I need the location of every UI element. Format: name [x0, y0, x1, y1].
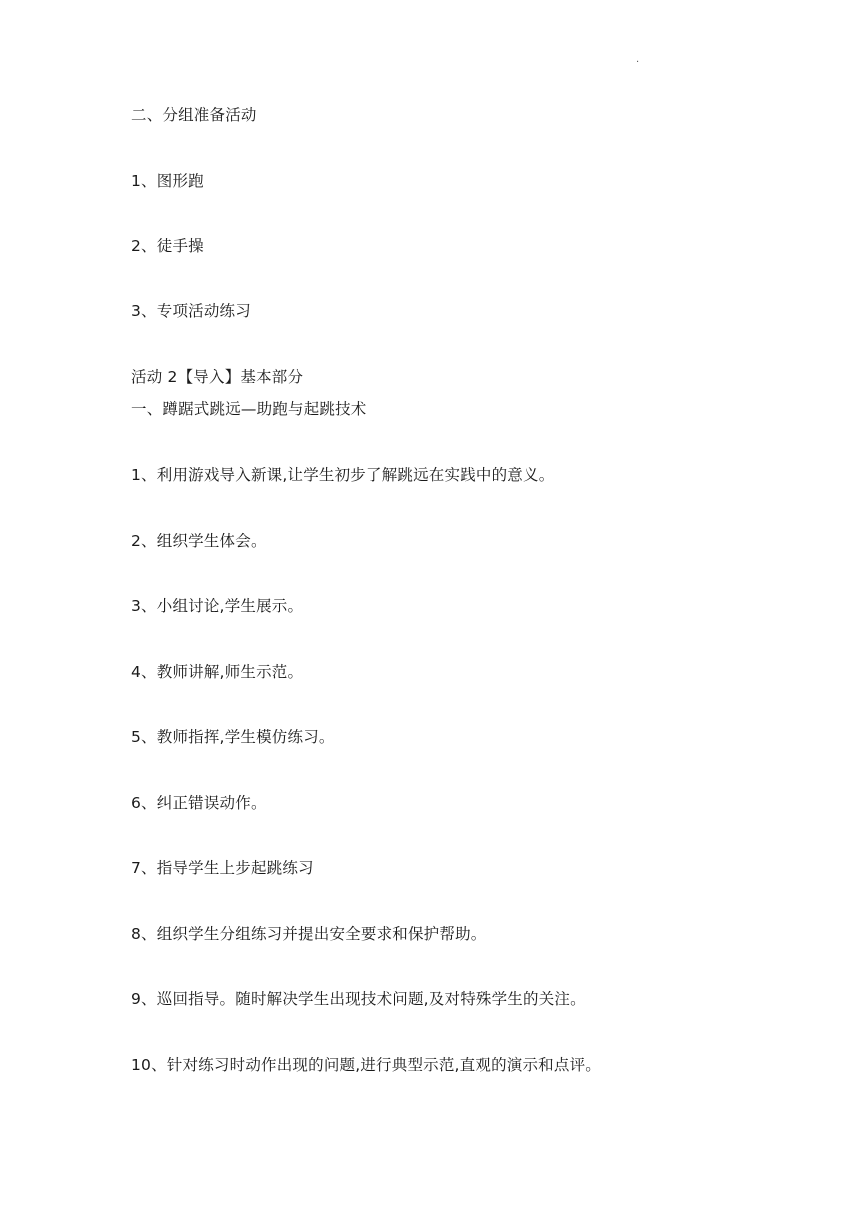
section-heading-group-warmup: 二、分组准备活动	[131, 106, 257, 124]
list-item: 2、组织学生体会。	[131, 532, 267, 550]
list-item: 2、徒手操	[131, 237, 204, 255]
list-item: 6、纠正错误动作。	[131, 794, 267, 812]
list-item: 1、利用游戏导入新课,让学生初步了解跳远在实践中的意义。	[131, 466, 555, 484]
section-heading-long-jump: 一、蹲踞式跳远—助跑与起跳技术	[131, 400, 367, 418]
list-item: 3、小组讨论,学生展示。	[131, 597, 304, 615]
list-item: 1、图形跑	[131, 172, 204, 190]
activity-heading: 活动 2【导入】基本部分	[131, 368, 304, 386]
list-item: 3、专项活动练习	[131, 302, 251, 320]
list-item: 5、教师指挥,学生模仿练习。	[131, 728, 335, 746]
list-item: 10、针对练习时动作出现的问题,进行典型示范,直观的演示和点评。	[131, 1056, 601, 1074]
list-item: 4、教师讲解,师生示范。	[131, 663, 304, 681]
list-item: 7、指导学生上步起跳练习	[131, 859, 314, 877]
list-item: 9、巡回指导。随时解决学生出现技术问题,及对特殊学生的关注。	[131, 990, 586, 1008]
header-mark: .	[636, 54, 640, 65]
list-item: 8、组织学生分组练习并提出安全要求和保护帮助。	[131, 925, 487, 943]
